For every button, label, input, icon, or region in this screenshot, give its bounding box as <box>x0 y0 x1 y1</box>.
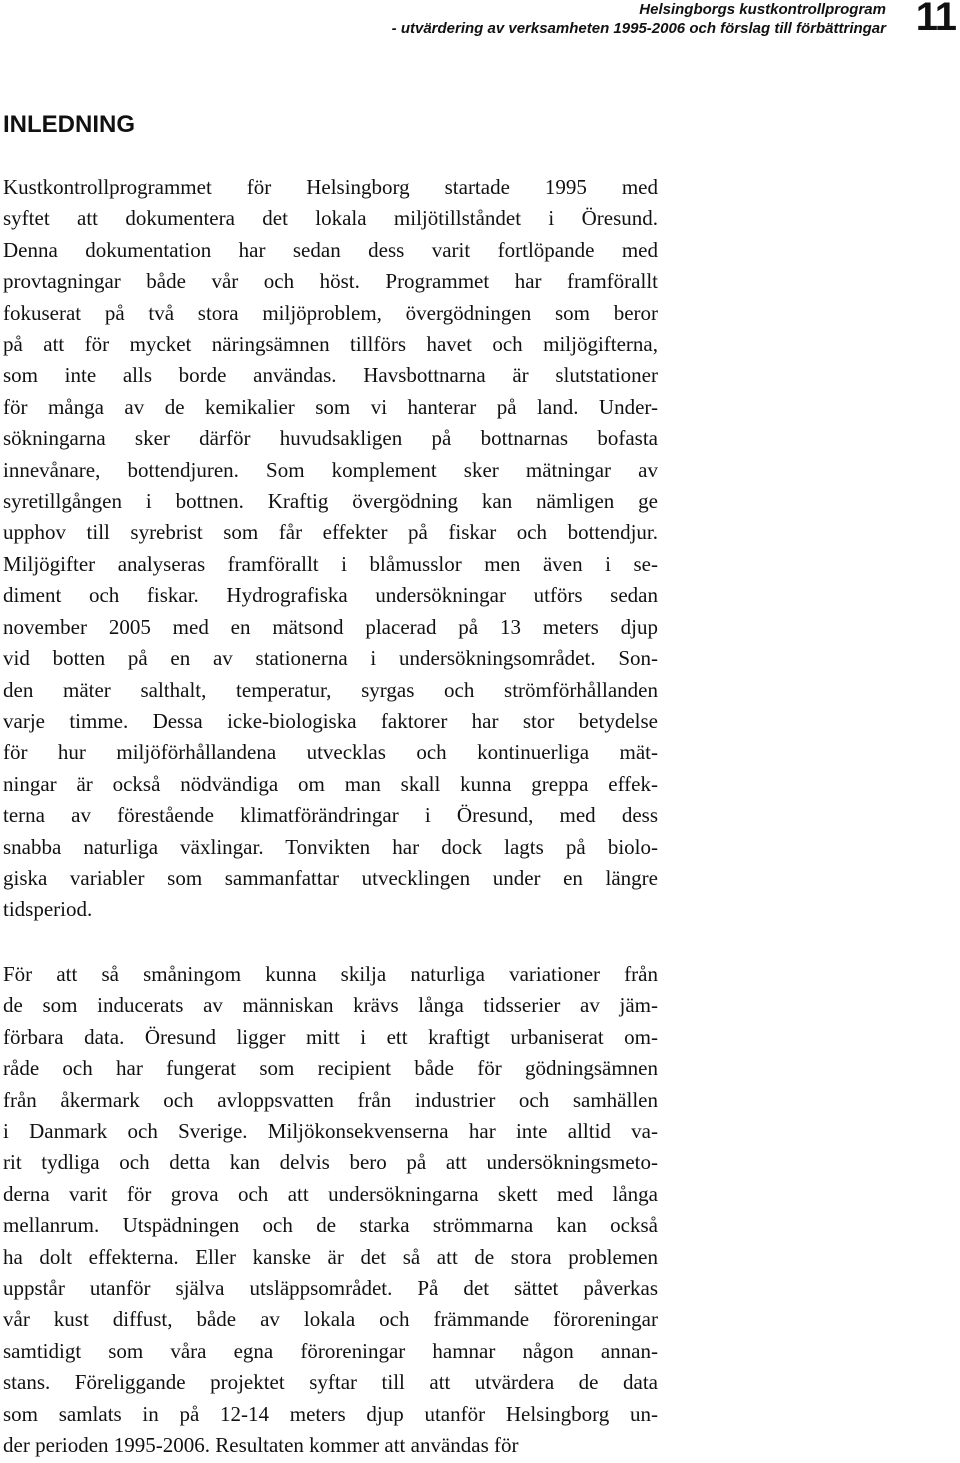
text-line: der perioden 1995-2006. Resultaten kommer att användas för <box>3 1433 519 1458</box>
text-line: tidsperiod. <box>3 897 93 922</box>
text-line: varje timme. Dessa icke-biologiska faktorer har stor betydelse <box>3 708 658 733</box>
text-line: i Danmark och Sverige. Miljökonsekvenserna har inte alltid va- <box>3 1119 658 1144</box>
body-paragraph-2 <box>3 959 658 1462</box>
text-line: för många av de kemikalier som vi hanterar på land. Under- <box>3 394 658 419</box>
running-header <box>392 0 886 38</box>
text-line: för hur miljöförhållandena utvecklas och kontinuerliga mät- <box>3 740 658 765</box>
text-line: ningar är också nödvändiga om man skall kunna greppa effek- <box>3 771 658 796</box>
running-header-subtitle: - utvärdering av verksamheten 1995-2006 och förslag till förbättringar <box>391 20 886 37</box>
text-line: råde och har fungerat som recipient både för gödningsämnen <box>3 1056 658 1081</box>
text-line: som inte alls borde användas. Havsbottnarna är slutstationer <box>3 363 658 388</box>
text-line: fokuserat på två stora miljöproblem, övergödningen som beror <box>3 300 658 325</box>
text-line: den mäter salthalt, temperatur, syrgas och strömförhållanden <box>3 677 658 702</box>
text-line: rit tydliga och detta kan delvis bero på att undersökningsmeto- <box>3 1150 658 1175</box>
text-line: upphov till syrebrist som får effekter på fiskar och bottendjur. <box>3 520 658 545</box>
text-line: de som inducerats av människan krävs långa tidsserier av jäm- <box>3 993 658 1018</box>
text-line: innevånare, bottendjuren. Som komplement sker mätningar av <box>3 457 658 482</box>
text-line: syretillgången i bottnen. Kraftig övergödning kan nämligen ge <box>3 489 658 514</box>
text-line: samtidigt som våra egna föroreningar hamnar någon annan- <box>3 1338 658 1363</box>
running-header-title: Helsingborgs kustkontrollprogram <box>639 1 886 18</box>
text-line: vår kust diffust, både av lokala och främmande föroreningar <box>3 1307 658 1332</box>
text-line: giska variabler som sammanfattar utvecklingen under en längre <box>3 865 658 890</box>
text-line: För att så småningom kunna skilja naturliga variationer från <box>3 962 658 986</box>
text-line: stans. Föreliggande projektet syftar till att utvärdera de data <box>3 1370 658 1395</box>
text-line: diment och fiskar. Hydrografiska undersökningar utförs sedan <box>3 583 658 608</box>
text-line: syftet att dokumentera det lokala miljötillståndet i Öresund. <box>3 206 658 231</box>
text-line: sökningarna sker därför huvudsakligen på bottnarnas bofasta <box>3 426 658 451</box>
text-line: som samlats in på 12-14 meters djup utanför Helsingborg un- <box>3 1401 658 1426</box>
body-paragraph-1 <box>3 172 658 926</box>
section-heading: INLEDNING <box>3 111 135 138</box>
text-line: provtagningar både vår och höst. Programmet har framförallt <box>3 269 658 294</box>
text-line: förbara data. Öresund ligger mitt i ett kraftigt urbaniserat om- <box>3 1024 658 1049</box>
text-line: Denna dokumentation har sedan dess varit fortlöpande med <box>3 237 658 262</box>
text-line: november 2005 med en mätsond placerad på 13 meters djup <box>3 614 658 639</box>
text-line: Kustkontrollprogrammet för Helsingborg startade 1995 med <box>3 175 658 199</box>
page-number: 11 <box>915 0 956 39</box>
text-line: snabba naturliga växlingar. Tonvikten har dock lagts på biolo- <box>3 834 658 859</box>
text-line: derna varit för grova och att undersökningarna skett med långa <box>3 1181 658 1206</box>
text-line: uppstår utanför själva utsläppsområdet. På det sättet påverkas <box>3 1276 658 1301</box>
text-line: vid botten på en av stationerna i undersökningsområdet. Son- <box>3 646 658 671</box>
text-line: från åkermark och avloppsvatten från industrier och samhällen <box>3 1087 658 1112</box>
text-line: på att för mycket näringsämnen tillförs havet och miljögifterna, <box>3 332 658 357</box>
text-line: Miljögifter analyseras framförallt i blåmusslor men även i se- <box>3 551 658 576</box>
text-line: terna av förestående klimatförändringar i Öresund, med dess <box>3 803 658 828</box>
text-line: ha dolt effekterna. Eller kanske är det så att de stora problemen <box>3 1244 658 1269</box>
text-line: mellanrum. Utspädningen och de starka strömmarna kan också <box>3 1213 658 1238</box>
